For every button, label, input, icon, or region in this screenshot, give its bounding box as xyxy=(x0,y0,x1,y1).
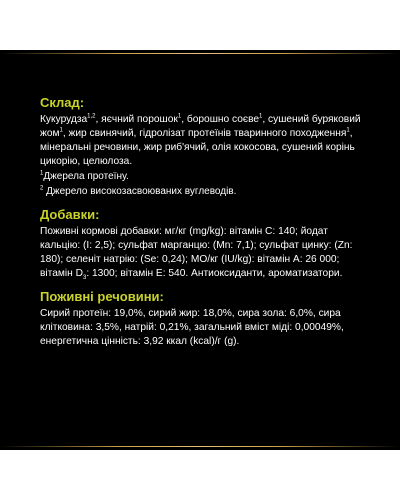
additives-section xyxy=(40,207,370,281)
nutrients-text: Сирий протеїн: 19,0%, сирий жир: 18,0%, сира зола: 6,0%, сира клітковина: 3,5%, натрій: 0,21%, загальний вміст міді: 0,00049%, енергетична цінність: 3,92 ккал (kcal)/г (g). xyxy=(40,308,344,347)
bottom-gold-rule xyxy=(0,446,400,447)
additives-text: Поживні кормові добавки: мг/кг (mg/kg): вітамін С: 140; йодат кальцію: (I: 2,5); сульфат марганцю: (Mn: 7,1); сульфат цинку: (Zn: 180); селеніт натрію: (Se: 0,24); МО/кг (IU/kg): вітамін А: 26 000; вітамін $D_3$: 1300; вітамін Е: 540. Антиоксиданти, ароматизатори. xyxy=(40,226,353,282)
composition-text: Кукурудза$^{1,2}$, яєчний порошок$^1$, борошно соєве$^1$, сушений буряковий жом$^1$, жир свинячий, гідролізат протеїнів тваринного походження$^1$, мінеральні речовини, жир риб'ячий, олія кокосова, сушений корінь цикорію, целюлоза. xyxy=(40,113,361,167)
ingredients-panel xyxy=(0,50,400,450)
top-gold-rule xyxy=(0,53,400,54)
nutrients-section xyxy=(40,289,370,349)
additives-heading: Добавки: xyxy=(40,207,100,222)
footnote-carbohydrate-source: $^2$ Джерело високозасвоюваних вуглеводів. xyxy=(40,185,237,197)
label-content xyxy=(40,95,370,357)
nutrients-heading: Поживні речовини: xyxy=(40,289,164,304)
composition-heading: Склад: xyxy=(40,95,85,110)
footnote-protein-sources: $^1$Джерела протеїну. xyxy=(40,170,129,182)
composition-section xyxy=(40,95,370,199)
